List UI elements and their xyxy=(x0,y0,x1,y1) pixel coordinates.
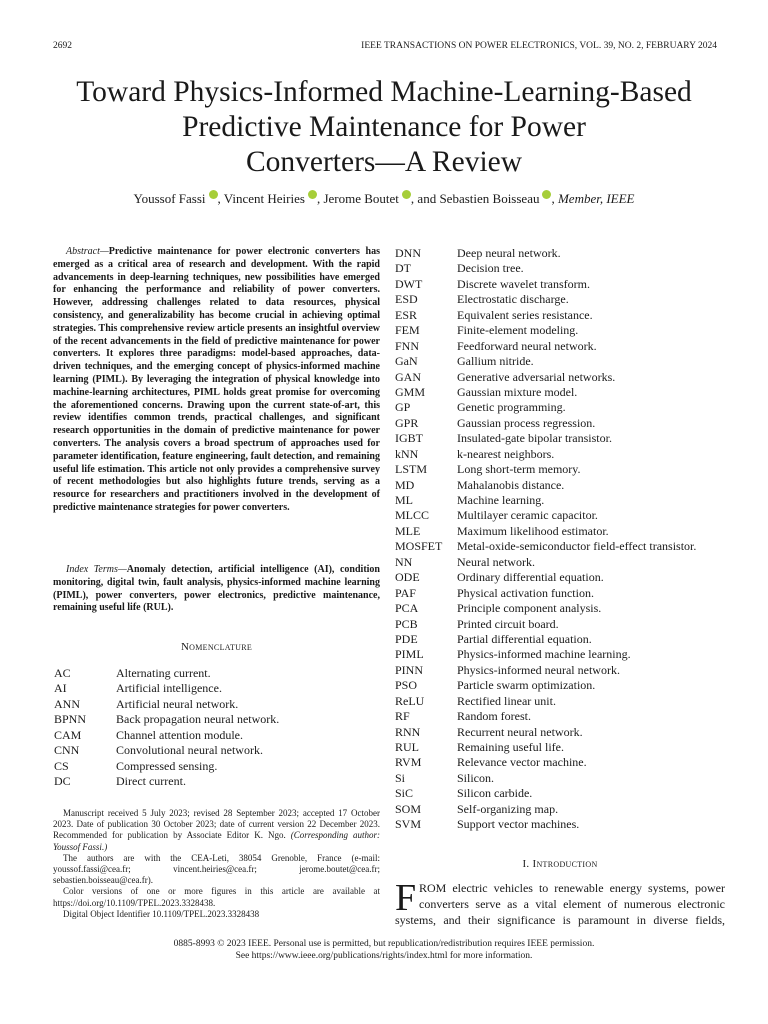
nomenclature-entry xyxy=(395,694,725,709)
nomenclature-abbreviation: Si xyxy=(395,770,406,785)
nomenclature-entry xyxy=(54,759,380,774)
index-terms-text: Anomaly detection, artificial intelligence (AI), condition monitoring, digital twin, fault analysis, physics-informed machine learning (PIML), power converters, power electronics, predictive maintenance, remaining useful life (RUL). xyxy=(53,564,380,614)
index-terms-lead: Index Terms— xyxy=(66,564,127,575)
nomenclature-entry xyxy=(395,617,725,632)
abstract-text: Predictive maintenance for power electronic converters has emerged as a critical area of research and development. With the rapid advancements in deep-learning techniques, new possibilities have emerged for enhancing the performance and reliability of power converters. However, addressing challenges related to data resources, physical consistency, and generalizability has become crucial in achieving optimal strategies. This comprehensive review article presents an insightful overview of the recent advancements in the field of predictive maintenance for power converters. It explores three paradigms: model-based approaches, data-driven techniques, and the emerging concept of physics-informed machine learning (PIML). By leveraging the integration of physical knowledge into machine-learning architectures, PIML holds great promise for overcoming the aforementioned concerns. Drawing upon the current state-of-art, this review identifies common trends, practical challenges, and significant research opportunities in the domain of predictive maintenance for power converters. The analysis covers a broad spectrum of approaches used for parameter identification, feature engineering, fault detection, and remaining useful life estimation. This article not only provides a comprehensive survey of recent methodologies but also highlights future trends, serving as a resource for researchers and practitioners involved in the development of predictive maintenance strategies for power converters. xyxy=(53,246,380,513)
title-line: Predictive Maintenance for Power xyxy=(182,111,586,143)
nomenclature-entry xyxy=(395,246,725,261)
drop-cap: F xyxy=(395,877,417,919)
nomenclature-list-right xyxy=(395,246,725,833)
nomenclature-abbreviation: GMM xyxy=(395,384,426,399)
nomenclature-definition: Compressed sensing. xyxy=(116,758,218,773)
nomenclature-definition: Artificial intelligence. xyxy=(116,681,222,696)
nomenclature-abbreviation: PSO xyxy=(395,678,418,693)
nomenclature-definition: Silicon. xyxy=(457,770,495,785)
nomenclature-definition: Equivalent series resistance. xyxy=(457,307,593,322)
nomenclature-list-left xyxy=(54,666,380,790)
nomenclature-entry xyxy=(395,601,725,616)
nomenclature-entry xyxy=(395,725,725,740)
orcid-icon[interactable] xyxy=(209,190,218,199)
nomenclature-definition: Generative adversarial networks. xyxy=(457,369,616,384)
nomenclature-abbreviation: ML xyxy=(395,493,413,507)
nomenclature-entry xyxy=(395,663,725,678)
nomenclature-abbreviation: GPR xyxy=(395,415,419,430)
nomenclature-definition: Alternating current. xyxy=(116,666,211,680)
nomenclature-abbreviation: DNN xyxy=(395,246,421,260)
rights-link[interactable]: See https://www.ieee.org/publications/rights/index.html for more information. xyxy=(235,951,533,961)
nomenclature-abbreviation: PIML xyxy=(395,647,424,662)
doi-line: Digital Object Identifier 10.1109/TPEL.2023.3328438 xyxy=(63,908,260,919)
nomenclature-abbreviation: FEM xyxy=(395,323,420,338)
nomenclature-abbreviation: GAN xyxy=(395,369,421,384)
nomenclature-abbreviation: DC xyxy=(54,774,71,789)
index-terms xyxy=(53,564,380,615)
color-figures-note: Color versions of one or more figures in this article are available at https://doi.org/10.1109/TPEL.2023.3328438. xyxy=(53,886,380,908)
author-name[interactable]: Jerome Boutet xyxy=(323,191,399,206)
nomenclature-definition: Discrete wavelet transform. xyxy=(457,276,590,291)
nomenclature-abbreviation: ODE xyxy=(395,570,420,585)
nomenclature-abbreviation: SiC xyxy=(395,786,414,801)
nomenclature-abbreviation: ESD xyxy=(395,292,418,307)
nomenclature-definition: Metal-oxide-semiconductor field-effect transistor. xyxy=(457,539,697,554)
nomenclature-abbreviation: PCB xyxy=(395,616,418,631)
intro-line: ROM electric vehicles to renewable energy systems, power xyxy=(419,881,725,895)
nomenclature-definition: Ordinary differential equation. xyxy=(457,570,604,585)
nomenclature-definition: Recurrent neural network. xyxy=(457,724,583,739)
nomenclature-definition: Convolutional neural network. xyxy=(116,743,263,758)
nomenclature-abbreviation: MOSFET xyxy=(395,539,443,554)
nomenclature-entry xyxy=(54,697,380,712)
nomenclature-definition: Principle component analysis. xyxy=(457,601,602,616)
nomenclature-abbreviation: AC xyxy=(54,666,71,680)
nomenclature-abbreviation: PAF xyxy=(395,585,416,600)
author-affiliation: The authors are with the CEA-Leti, 38054 Grenoble, France (e-mail: youssof.fassi@cea.fr; vincent.heiries@cea.fr; jerome.boutet@cea.fr; sebastien.boisseau@cea.fr). xyxy=(53,852,380,886)
introduction-heading: I. Introduction xyxy=(522,858,598,870)
nomenclature-entry xyxy=(395,709,725,724)
nomenclature-abbreviation: PINN xyxy=(395,662,424,677)
running-header xyxy=(53,41,717,55)
nomenclature-entry xyxy=(395,647,725,662)
nomenclature-definition: Mahalanobis distance. xyxy=(457,477,565,492)
nomenclature-abbreviation: RUL xyxy=(395,740,419,754)
nomenclature-entry xyxy=(395,493,725,508)
nomenclature-entry xyxy=(54,728,380,743)
nomenclature-definition: Physics-informed machine learning. xyxy=(457,647,631,662)
nomenclature-definition: Gallium nitride. xyxy=(457,354,534,369)
nomenclature-entry xyxy=(395,771,725,786)
nomenclature-entry xyxy=(395,323,725,338)
nomenclature-entry xyxy=(395,339,725,354)
nomenclature-entry xyxy=(395,462,725,477)
nomenclature-definition: Random forest. xyxy=(457,709,531,724)
introduction-body xyxy=(395,877,725,928)
nomenclature-abbreviation: MD xyxy=(395,477,415,492)
orcid-icon[interactable] xyxy=(402,190,411,199)
nomenclature-abbreviation: CAM xyxy=(54,727,82,742)
nomenclature-definition: Neural network. xyxy=(457,554,535,569)
nomenclature-abbreviation: RF xyxy=(395,709,410,724)
nomenclature-entry xyxy=(395,431,725,446)
nomenclature-heading: Nomenclature xyxy=(180,641,253,653)
nomenclature-entry xyxy=(54,681,380,696)
nomenclature-entry xyxy=(395,524,725,539)
nomenclature-entry xyxy=(395,261,725,276)
nomenclature-abbreviation: NN xyxy=(395,554,413,569)
nomenclature-abbreviation: RVM xyxy=(395,755,422,770)
nomenclature-entry xyxy=(395,632,725,647)
article-title xyxy=(40,75,728,180)
nomenclature-definition: Feedforward neural network. xyxy=(457,338,597,353)
nomenclature-definition: Gaussian mixture model. xyxy=(457,384,578,399)
nomenclature-definition: Electrostatic discharge. xyxy=(457,292,569,307)
nomenclature-entry xyxy=(395,416,725,431)
copyright-notice xyxy=(40,938,728,962)
nomenclature-abbreviation: FNN xyxy=(395,338,420,353)
nomenclature-abbreviation: SVM xyxy=(395,817,422,832)
nomenclature-entry xyxy=(395,400,725,415)
nomenclature-definition: Rectified linear unit. xyxy=(457,693,556,708)
author-name[interactable]: Sebastien Boisseau xyxy=(439,191,540,206)
nomenclature-entry xyxy=(54,666,380,681)
nomenclature-entry xyxy=(395,447,725,462)
copyright-line: 0885-8993 © 2023 IEEE. Personal use is permitted, but republication/redistribution requires IEEE permission. xyxy=(173,939,595,949)
nomenclature-definition: Support vector machines. xyxy=(457,817,580,832)
nomenclature-definition: Silicon carbide. xyxy=(457,786,533,801)
nomenclature-abbreviation: AI xyxy=(54,681,67,696)
nomenclature-abbreviation: LSTM xyxy=(395,462,428,477)
nomenclature-entry xyxy=(395,786,725,801)
nomenclature-entry xyxy=(395,354,725,369)
nomenclature-entry xyxy=(395,755,725,770)
nomenclature-definition: Finite-element modeling. xyxy=(457,323,579,338)
nomenclature-entry xyxy=(395,308,725,323)
nomenclature-entry xyxy=(395,539,725,554)
journal-citation: IEEE TRANSACTIONS ON POWER ELECTRONICS, VOL. 39, NO. 2, FEBRUARY 2024 xyxy=(361,41,717,51)
nomenclature-definition: Particle swarm optimization. xyxy=(457,678,596,693)
nomenclature-entry xyxy=(54,774,380,789)
nomenclature-abbreviation: ESR xyxy=(395,307,418,322)
nomenclature-abbreviation: ANN xyxy=(54,696,80,711)
first-page-footnotes xyxy=(53,808,380,920)
nomenclature-definition: Deep neural network. xyxy=(457,246,561,260)
nomenclature-entry xyxy=(395,678,725,693)
nomenclature-definition: Gaussian process regression. xyxy=(457,415,596,430)
nomenclature-abbreviation: ReLU xyxy=(395,693,425,708)
nomenclature-entry xyxy=(395,802,725,817)
nomenclature-abbreviation: CNN xyxy=(54,743,80,758)
nomenclature-definition: Decision tree. xyxy=(457,261,524,276)
nomenclature-definition: Partial differential equation. xyxy=(457,631,592,646)
author-list: Youssof Fassi , Vincent Heiries , Jerome Boutet , and Sebastien Boisseau , Member, IEEE xyxy=(133,191,635,206)
nomenclature-definition: Relevance vector machine. xyxy=(457,755,587,770)
nomenclature-abbreviation: GP xyxy=(395,400,411,415)
nomenclature-entry xyxy=(395,740,725,755)
page-number: 2692 xyxy=(53,41,72,51)
nomenclature-abbreviation: DWT xyxy=(395,276,423,291)
intro-line: systems, and their significance is paramount in diverse fields, xyxy=(395,913,725,927)
nomenclature-abbreviation: RNN xyxy=(395,724,421,739)
nomenclature-abbreviation: CS xyxy=(54,758,69,773)
title-line: Toward Physics-Informed Machine-Learning-Based xyxy=(76,76,692,108)
nomenclature-entry xyxy=(395,508,725,523)
nomenclature-entry xyxy=(395,478,725,493)
nomenclature-entry xyxy=(395,555,725,570)
nomenclature-definition: Remaining useful life. xyxy=(457,740,564,754)
nomenclature-definition: Long short-term memory. xyxy=(457,462,581,477)
nomenclature-abbreviation: IGBT xyxy=(395,431,423,446)
nomenclature-definition: Insulated-gate bipolar transistor. xyxy=(457,431,612,446)
nomenclature-definition: Physics-informed neural network. xyxy=(457,662,620,677)
nomenclature-entry xyxy=(54,743,380,758)
nomenclature-abbreviation: PCA xyxy=(395,601,419,616)
abstract-lead: Abstract— xyxy=(66,246,109,257)
nomenclature-abbreviation: GaN xyxy=(395,354,418,369)
author-name[interactable]: Youssof Fassi xyxy=(133,191,206,206)
nomenclature-abbreviation: kNN xyxy=(395,446,419,461)
nomenclature-definition: Machine learning. xyxy=(457,493,545,507)
nomenclature-abbreviation: PDE xyxy=(395,631,418,646)
nomenclature-entry xyxy=(395,277,725,292)
nomenclature-definition: Self-organizing map. xyxy=(457,801,559,816)
nomenclature-definition: Channel attention module. xyxy=(116,727,243,742)
manuscript-history: Manuscript received 5 July 2023; revised 28 September 2023; accepted 17 October 2023. Date of publication 30 October 2023; date of current version 22 December 2023. Recommended for publication by Associate Editor K. Ngo. (Corresponding author: Youssof Fassi.) xyxy=(53,808,381,852)
nomenclature-definition: Back propagation neural network. xyxy=(116,712,280,727)
nomenclature-abbreviation: SOM xyxy=(395,801,422,816)
nomenclature-entry xyxy=(395,385,725,400)
nomenclature-definition: k-nearest neighbors. xyxy=(457,446,555,461)
nomenclature-definition: Physical activation function. xyxy=(457,585,594,600)
nomenclature-definition: Multilayer ceramic capacitor. xyxy=(457,508,598,523)
nomenclature-abbreviation: DT xyxy=(395,261,411,276)
nomenclature-definition: Artificial neural network. xyxy=(116,696,239,711)
intro-line: converters serve as a vital element of numerous electronic xyxy=(419,897,725,911)
nomenclature-entry xyxy=(395,817,725,832)
nomenclature-definition: Genetic programming. xyxy=(457,400,566,415)
nomenclature-entry xyxy=(395,292,725,307)
author-name[interactable]: Vincent Heiries xyxy=(223,191,305,206)
orcid-icon[interactable] xyxy=(308,190,317,199)
title-line: Converters—A Review xyxy=(245,146,523,178)
nomenclature-entry xyxy=(54,712,380,727)
nomenclature-definition: Printed circuit board. xyxy=(457,616,559,631)
nomenclature-abbreviation: MLE xyxy=(395,523,421,538)
nomenclature-entry xyxy=(395,370,725,385)
nomenclature-abbreviation: MLCC xyxy=(395,508,430,523)
nomenclature-definition: Maximum likelihood estimator. xyxy=(457,523,609,538)
corresponding-author: (Corresponding author: Youssof Fassi.) xyxy=(53,830,381,852)
membership-grade: Member, IEEE xyxy=(557,191,635,206)
nomenclature-entry xyxy=(395,570,725,585)
nomenclature-abbreviation: BPNN xyxy=(54,712,87,727)
nomenclature-definition: Direct current. xyxy=(116,774,186,789)
abstract xyxy=(53,246,380,515)
nomenclature-entry xyxy=(395,586,725,601)
